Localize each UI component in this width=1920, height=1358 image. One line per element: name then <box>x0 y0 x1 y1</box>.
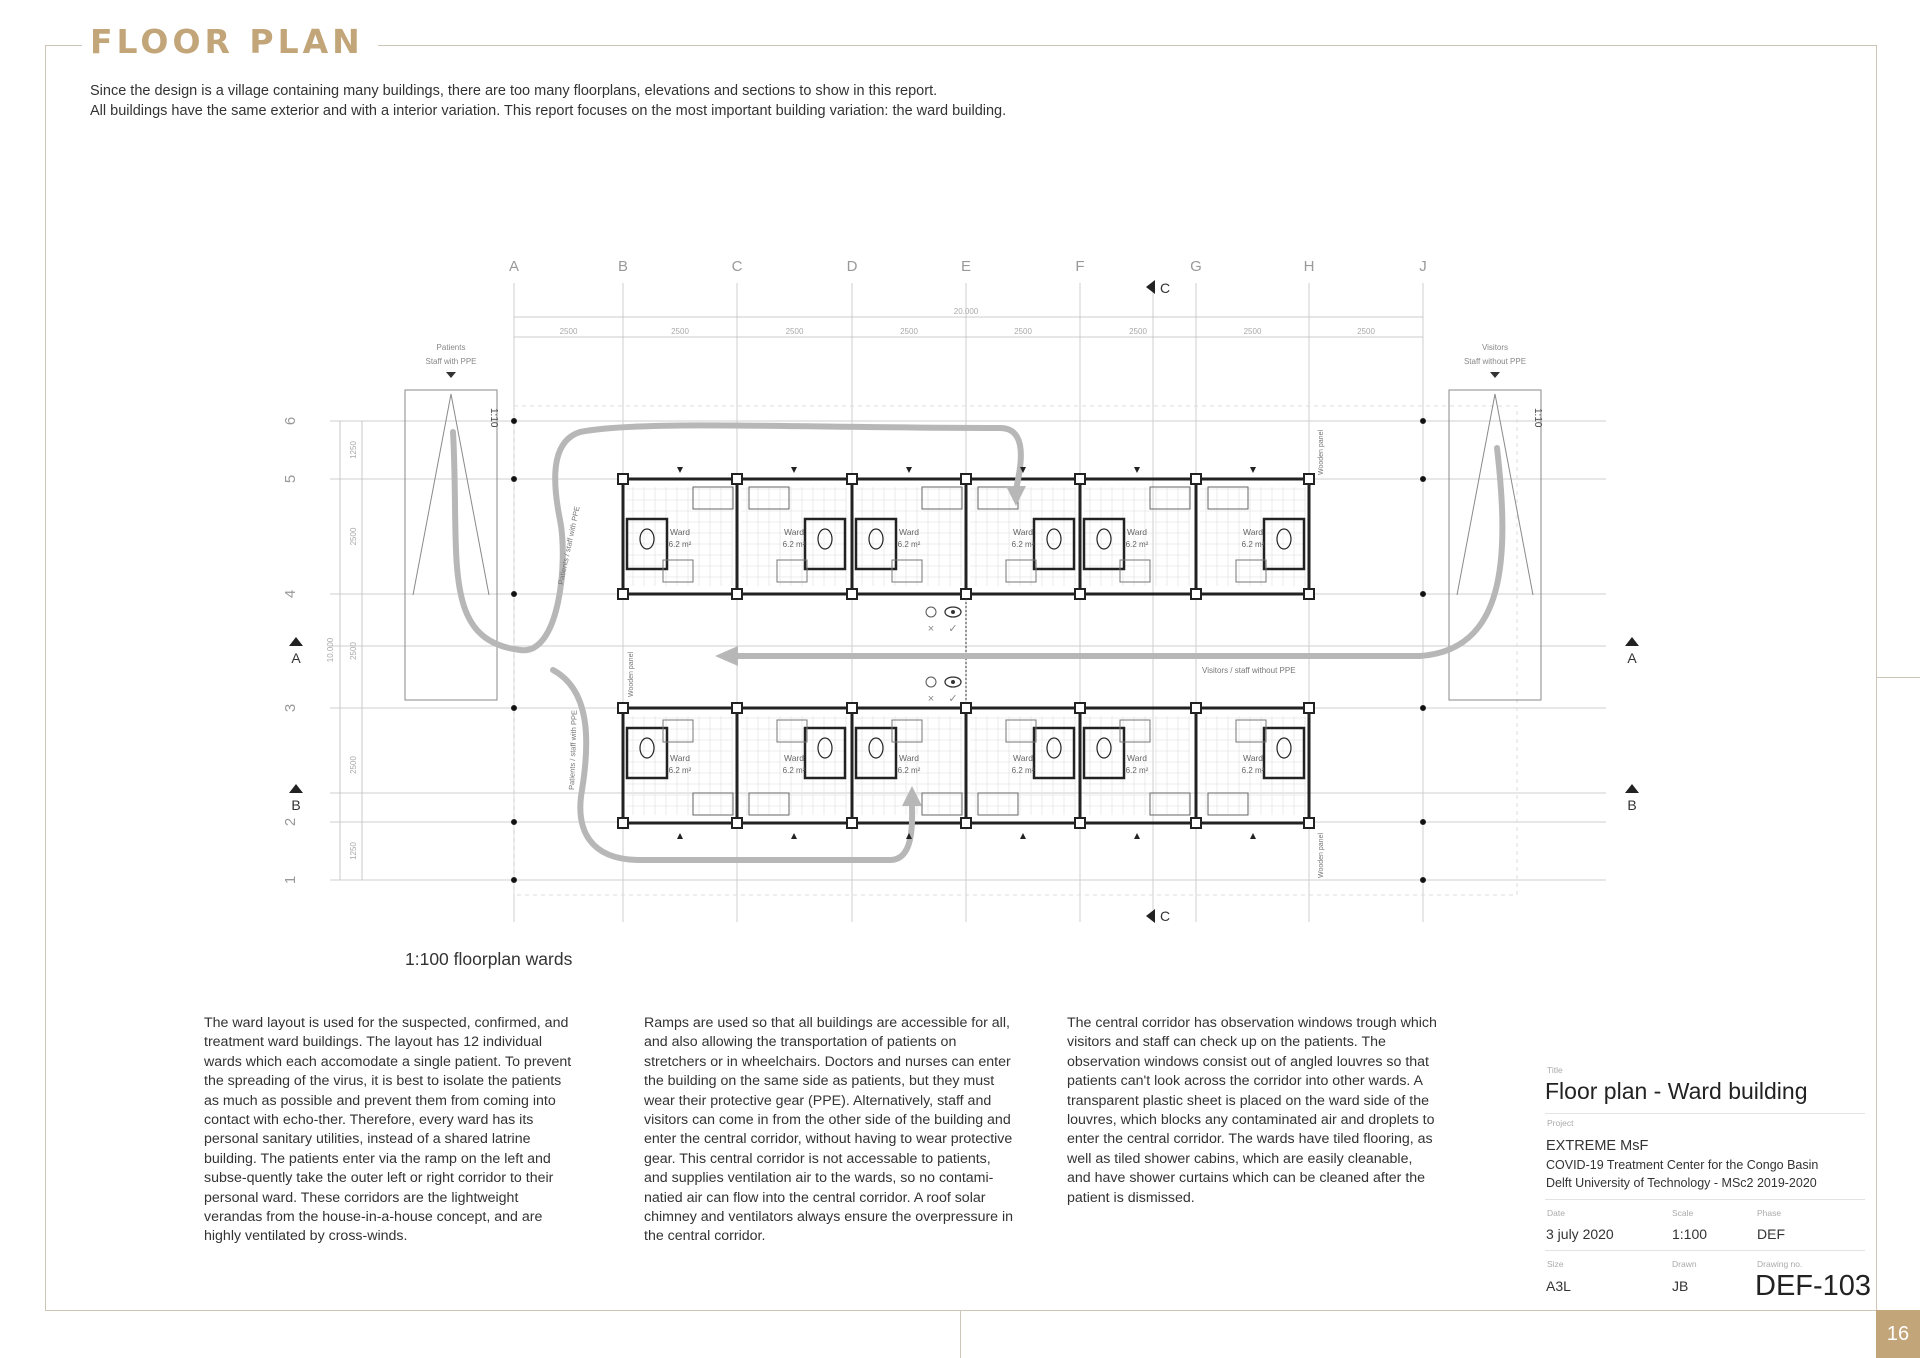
toilet-icon <box>869 738 883 758</box>
ward-area: 6.2 m² <box>782 540 806 549</box>
column-post <box>732 818 742 828</box>
toilet-icon <box>1277 529 1291 549</box>
drawing-number: DEF-103 <box>1755 1270 1872 1302</box>
grid-column-label: G <box>1190 258 1202 275</box>
project-label: Project <box>1547 1118 1574 1128</box>
dimension-bay: 2500 <box>900 327 918 336</box>
dimension-depth: 10.000 <box>326 637 335 663</box>
ward-label: Ward <box>899 753 919 763</box>
door-marker-icon <box>791 833 797 839</box>
ward-label: Ward <box>1013 527 1033 537</box>
ward-label: Ward <box>899 527 919 537</box>
scale-value: 1:100 <box>1672 1226 1708 1242</box>
post-dot <box>1421 820 1426 825</box>
section-marker-icon <box>1625 637 1639 646</box>
toilet-icon <box>1097 529 1111 549</box>
column-post <box>732 474 742 484</box>
scale-label: Scale <box>1672 1208 1694 1218</box>
wall-label: Wooden panel <box>1318 832 1325 878</box>
ward-label: Ward <box>784 527 804 537</box>
column-post <box>1304 818 1314 828</box>
dimension-bay: 2500 <box>671 327 689 336</box>
ward-area: 6.2 m² <box>1125 766 1149 775</box>
toilet-icon <box>640 529 654 549</box>
post-dot <box>512 878 517 883</box>
post-dot <box>1421 706 1426 711</box>
entrance-label-left: Staff with PPE <box>425 357 477 366</box>
grid-row-label: 6 <box>282 416 299 426</box>
ward-label: Ward <box>670 753 690 763</box>
column-post <box>961 818 971 828</box>
wall-label: Wooden panel <box>1318 429 1325 475</box>
entrance-arrow-icon <box>1490 372 1500 378</box>
post-dot <box>512 419 517 424</box>
sun-icon <box>926 607 936 617</box>
ramp-slope: 1:10 <box>1532 408 1543 428</box>
project-name: EXTREME MsF <box>1546 1138 1649 1154</box>
post-dot <box>512 592 517 597</box>
column-post <box>618 474 628 484</box>
ward-area: 6.2 m² <box>1011 766 1035 775</box>
door-marker-icon <box>677 833 683 839</box>
ward-area: 6.2 m² <box>1241 540 1265 549</box>
cross-icon: × <box>927 693 935 705</box>
wall-label: Wooden panel <box>628 651 635 697</box>
door-marker-icon <box>1020 833 1026 839</box>
grid-row-label: 2 <box>282 817 299 827</box>
dimension-bay: 2500 <box>559 327 578 336</box>
toilet-icon <box>1047 529 1061 549</box>
column-post <box>732 589 742 599</box>
corridor-label: Patients / staff with PPE <box>556 505 582 586</box>
section-marker-icon <box>1146 909 1155 923</box>
ward-label: Ward <box>1127 527 1147 537</box>
date-value: 3 july 2020 <box>1546 1226 1614 1242</box>
column-post <box>1075 818 1085 828</box>
column-post <box>847 474 857 484</box>
title-block-rule <box>1545 1199 1865 1200</box>
toilet-icon <box>1047 738 1061 758</box>
section-label: C <box>1160 908 1171 924</box>
column-post <box>847 818 857 828</box>
section-marker-icon <box>289 637 303 646</box>
shower-cabin <box>1006 560 1036 582</box>
toilet-icon <box>640 738 654 758</box>
patient-path-bottom <box>553 670 912 860</box>
door-marker-icon <box>1250 833 1256 839</box>
column-post <box>961 703 971 713</box>
sun-icon <box>926 677 936 687</box>
column-post <box>1191 818 1201 828</box>
shower-cabin <box>777 720 807 742</box>
column-post <box>1075 589 1085 599</box>
title-label: Title <box>1547 1065 1563 1075</box>
size-value: A3L <box>1546 1278 1571 1294</box>
column-post <box>1191 589 1201 599</box>
size-label: Size <box>1547 1259 1564 1269</box>
section-label: A <box>1627 650 1637 666</box>
dimension-bay: 2500 <box>1357 327 1375 336</box>
bathroom <box>1264 728 1304 778</box>
column-post <box>1304 474 1314 484</box>
bottom-divider <box>960 1311 961 1358</box>
cross-icon: × <box>927 623 935 635</box>
page-heading: FLOOR PLAN <box>82 22 378 61</box>
ward-label: Ward <box>1127 753 1147 763</box>
entrance-label-right: Visitors <box>1481 343 1509 352</box>
drawingno-label: Drawing no. <box>1757 1259 1803 1269</box>
grid-column-label: A <box>508 258 520 275</box>
column-post <box>732 703 742 713</box>
text-column-1: The ward layout is used for the suspected, confirmed, and treatment ward buildings. The layout has 12 individual wards which each accomodate a single patient. To prevent the spreading of the virus, it is best to isolate the patients as much as possible and prevent them from coming into contact with echo-ther. Therefore, every ward has its personal sanitary utilities, instead of a shared latrine building. The patients enter via the ramp on the left and subse-quently take the outer left or right corridor to their personal ward. These corridors are the lightweight verandas from the house-in-a-house concept, and are highly ventilated by cross-winds. <box>204 1015 572 1245</box>
column-post <box>1304 703 1314 713</box>
shower-cabin <box>777 560 807 582</box>
drawn-value: JB <box>1672 1278 1689 1294</box>
eye-pupil-icon <box>951 680 955 684</box>
dimension-row: 1250 <box>349 842 358 860</box>
toilet-icon <box>1277 738 1291 758</box>
grid-row-label: 3 <box>282 703 299 713</box>
toilet-icon <box>818 738 832 758</box>
bathroom <box>805 728 845 778</box>
dimension-row: 1250 <box>349 441 358 459</box>
path-arrowhead-icon <box>902 786 922 806</box>
corridor-label: Visitors / staff without PPE <box>1202 666 1296 675</box>
column-post <box>961 589 971 599</box>
path-arrowhead-icon <box>715 646 738 666</box>
bathroom <box>1034 728 1074 778</box>
drawn-label: Drawn <box>1672 1259 1697 1269</box>
dimension-bay: 2500 <box>1014 327 1032 336</box>
post-dot <box>1421 419 1426 424</box>
grid-column-label: E <box>960 258 972 275</box>
dimension-total: 20.000 <box>953 307 979 316</box>
project-line-1: COVID-19 Treatment Center for the Congo Basin <box>1546 1158 1819 1172</box>
column-post <box>618 818 628 828</box>
ward-area: 6.2 m² <box>1241 766 1265 775</box>
ramp-arrow-lines <box>1457 394 1533 595</box>
dimension-bay: 2500 <box>1129 327 1147 336</box>
title-block-rule <box>1545 1113 1865 1114</box>
intro-line-2: All buildings have the same exterior and with a interior variation. This report focuses on the most important building variation: the ward building. <box>90 103 1007 119</box>
ramp-arrow-lines <box>413 394 489 595</box>
toilet-icon <box>818 529 832 549</box>
column-post <box>618 703 628 713</box>
grid-column-label: H <box>1303 258 1315 275</box>
text-column-2: Ramps are used so that all buildings are accessible for all, and also allowing the transportation of patients on stretchers or in wheelchairs. Doctors and nurses can enter the building on the same side as patients, but they must wear their protective gear (PPE). Alternatively, staff and visitors can come in from the other side of the building and enter the central corridor, without having to wear protective gear. This central corridor is not accessable to patients, and supplies ventilation air to the wards, so no contami-natied air can flow into the central corridor. A roof solar chimney and ventilators always ensure the overpressure in the central corridor. <box>644 1015 1014 1245</box>
entrance-label-left: Patients <box>436 343 466 352</box>
post-dot <box>512 820 517 825</box>
page-number: 16 <box>1876 1310 1920 1358</box>
door-marker-icon <box>1134 833 1140 839</box>
shower-cabin <box>1006 720 1036 742</box>
section-label: B <box>1627 797 1637 813</box>
grid-row-label: 1 <box>282 875 299 885</box>
column-post <box>961 474 971 484</box>
ramp <box>1449 390 1541 700</box>
post-dot <box>512 477 517 482</box>
ward-area: 6.2 m² <box>668 766 692 775</box>
grid-column-label: B <box>617 258 629 275</box>
column-post <box>1191 474 1201 484</box>
section-marker-icon <box>289 784 303 793</box>
ward-area: 6.2 m² <box>897 540 921 549</box>
column-post <box>1191 703 1201 713</box>
corridor-label: Patients / staff with PPE <box>567 709 579 791</box>
ramp-slope: 1:10 <box>488 408 499 428</box>
dimension-bay: 2500 <box>1243 327 1262 336</box>
section-label: C <box>1160 280 1171 296</box>
section-label: A <box>291 650 301 666</box>
text-column-3: The central corridor has observation windows trough which visitors and staff can check up on the patients. The observation windows consist out of angled louvres so that patients can't look across the corridor into other wards. A transparent plastic sheet is placed on the ward side of the louvres, which blocks any contaminated air and droplets to enter the central corridor. The wards have tiled flooring, as well as tiled shower cabins, which are easily cleanable, and have shower curtains which can be cleaned after the patient is dismissed. <box>1067 1015 1437 1206</box>
phase-label: Phase <box>1757 1208 1782 1218</box>
post-dot <box>1421 477 1426 482</box>
section-label: B <box>291 797 301 813</box>
eye-pupil-icon <box>951 610 955 614</box>
door-marker-icon <box>1134 467 1140 473</box>
ward-area: 6.2 m² <box>897 766 921 775</box>
section-marker-icon <box>1146 280 1155 294</box>
ward-label: Ward <box>1243 753 1263 763</box>
check-icon: ✓ <box>948 623 958 635</box>
dimension-bay: 2500 <box>785 327 804 336</box>
dimension-row: 2500 <box>349 527 358 546</box>
door-marker-icon <box>906 467 912 473</box>
post-dot <box>1421 878 1426 883</box>
ward-area: 6.2 m² <box>668 540 692 549</box>
column-post <box>618 589 628 599</box>
door-marker-icon <box>677 467 683 473</box>
column-post <box>1075 703 1085 713</box>
dimension-row: 2500 <box>349 756 358 774</box>
grid-column-label: C <box>731 258 743 275</box>
check-icon: ✓ <box>948 693 958 705</box>
ward-label: Ward <box>670 527 690 537</box>
toilet-icon <box>869 529 883 549</box>
shower-cabin <box>1236 560 1266 582</box>
project-line-2: Delft University of Technology - MSc2 2019-2020 <box>1546 1176 1817 1190</box>
door-marker-icon <box>791 467 797 473</box>
grid-column-label: J <box>1419 258 1427 275</box>
post-dot <box>512 706 517 711</box>
plan-caption: 1:100 floorplan wards <box>405 949 573 969</box>
section-marker-icon <box>1625 784 1639 793</box>
drawing-title: Floor plan - Ward building <box>1545 1078 1808 1104</box>
dimension-row: 2500 <box>349 642 358 660</box>
grid-row-label: 4 <box>282 589 299 599</box>
toilet-icon <box>1097 738 1111 758</box>
ward-area: 6.2 m² <box>1125 540 1149 549</box>
column-post <box>1075 474 1085 484</box>
shower-cabin <box>1236 720 1266 742</box>
grid-row-label: 5 <box>282 474 299 484</box>
column-post <box>1304 589 1314 599</box>
column-post <box>847 589 857 599</box>
title-block-rule <box>1545 1250 1865 1251</box>
entrance-arrow-icon <box>446 372 456 378</box>
ward-label: Ward <box>784 753 804 763</box>
ward-area: 6.2 m² <box>782 766 806 775</box>
grid-column-label: D <box>846 258 858 275</box>
date-label: Date <box>1547 1208 1565 1218</box>
phase-value: DEF <box>1757 1226 1785 1242</box>
ward-area: 6.2 m² <box>1011 540 1035 549</box>
post-dot <box>1421 592 1426 597</box>
ward-label: Ward <box>1013 753 1033 763</box>
entrance-label-right: Staff without PPE <box>1463 357 1527 366</box>
intro-line-1: Since the design is a village containing many buildings, there are too many floorplans, elevations and sections to show in this report. <box>90 83 938 99</box>
grid-column-label: F <box>1075 258 1085 275</box>
column-post <box>847 703 857 713</box>
ward-label: Ward <box>1243 527 1263 537</box>
door-marker-icon <box>1250 467 1256 473</box>
